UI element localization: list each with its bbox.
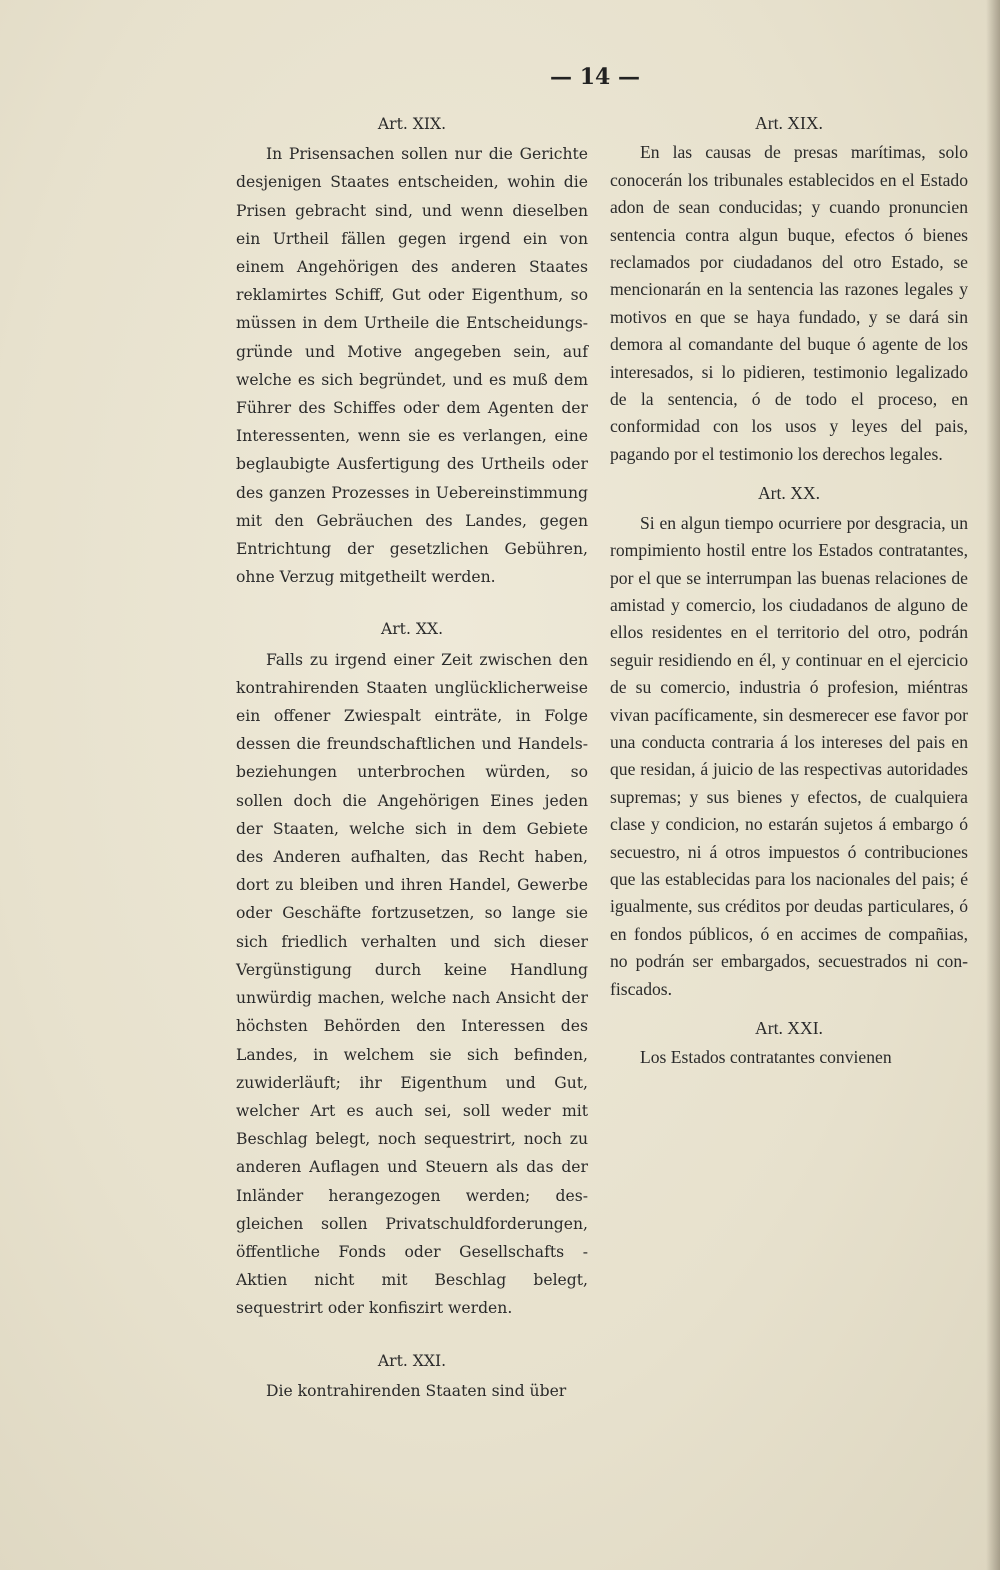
- german-art-xx-text: Falls zu irgend einer Zeit zwischen den kontrahirenden Staaten unglücklicherweise ein offener Zwiespalt einträte, in Folge dessen die freundschaftlichen und Handelsbeziehungen unterbrochen würden, so sollen doch die Angehörigen Eines jeden der Staaten, welche sich in dem Gebiete des Anderen aufhalten, das Recht haben, dort zu bleiben und ihren Handel, Gewerbe oder Geschäfte fortzusetzen, so lange sie sich friedlich verhalten und sich dieser Vergünstigung durch keine Handlung unwürdig machen, welche nach Ansicht der höchsten Behörden den Interessen des Landes, in welchem sie sich befinden, zuwiderläuft; ihr Eigenthum und Gut, welcher Art es auch sei, soll weder mit Beschlag belegt, noch sequestrirt, noch zu anderen Auflagen und Steuern als das der Inländer herangezogen werden; desgleichen sollen Privatschuldforderungen, öffentliche Fonds oder Gesellschafts - Aktien nicht mit Beschlag belegt, sequestrirt oder konfiszirt werden.: [236, 650, 588, 1318]
- spanish-art-xx-heading: Art. XX.: [757, 483, 821, 504]
- german-art-xix-text: In Prisensachen sollen nur die Gerichte desjenigen Staates entscheiden, wohin die Prisen gebracht sind, und wenn dieselben ein Urtheil fällen gegen irgend ein von einem Angehörigen des anderen Staates reklamirtes Schiff, Gut oder Eigenthum, so müssen in dem Urtheile die Entscheidungsgründe und Motive angegeben sein, auf welche es sich begründet, und es muß dem Führer des Schiffes oder dem Agenten der Interessenten, wenn sie es verlangen, eine beglaubigte Ausfertigung des Urtheils oder des ganzen Prozesses in Uebereinstimmung mit den Gebräuchen des Landes, gegen Entrichtung der gesetzlichen Gebühren, ohne Verzug mitgetheilt werden.: [236, 145, 588, 587]
- spanish-art-xx-text: Si en algun tiempo ocurriere por desgracia, un rompimiento hostil entre los Estados contratantes, por el que se interrumpan las buenas relaciones de amistad y comercio, los ciudadanos de alguno de ellos residentes en el territorio del otro, podrán seguir residiendo en él, y continuar en el ejercicio de su comercio, industria ó profesion, miéntras vivan pacíficamente, sin desmerecer ese favor por una conducta contraria á los intereses del pais en que residan, á juicio de las respectivas autoridades supremas; y sus bienes y efectos, de cualquiera clase y condicion, no estarán sujetos á embargo ó secuestro, ni á otros impuestos ó contribuciones que las establecidas para los nacionales del pais; é igualmente, sus créditos por deudas particulares, ó en fondos públicos, ó en accimes de compañias, no podrán ser embargados, secuestrados ni confiscados.: [610, 512, 968, 999]
- german-art-xx-heading: Art. XX.: [380, 620, 444, 639]
- spanish-art-xxi-text: Los Estados contratantes convienen: [640, 1047, 892, 1068]
- page-number: — 14 —: [550, 64, 640, 90]
- spanish-column: [610, 110, 968, 1072]
- german-art-xxi-text: Die kontrahirenden Staaten sind über: [266, 1381, 567, 1400]
- spanish-art-xix-text: En las causas de presas marítimas, solo conocerán los tribunales establecidos en el Estado adon de sean conducidas; y cuando pronuncien sentencia contra algun buque, efectos ó bienes reclamados por ciudadanos del otro Estado, se mencionarán en la sentencia las razones legales y motivos en que se haya fundado, y se dará sin demora al comandante del buque ó agente de los interesados, si lo pidieren, testimonio legalizado de la sentencia, ó de todo el proceso, en conformidad con los usos y leyes del pais, pagando por el testimonio los derechos legales.: [610, 142, 968, 464]
- german-art-xxi-heading: Art. XXI.: [377, 1351, 447, 1370]
- spanish-art-xxi-heading: Art. XXI.: [755, 1018, 823, 1038]
- german-column: [236, 110, 588, 1405]
- german-art-xix-heading: Art. XIX.: [377, 115, 447, 133]
- spanish-art-xix-heading: Art. XIX.: [755, 113, 823, 133]
- page-edge-shadow: [986, 0, 1000, 1570]
